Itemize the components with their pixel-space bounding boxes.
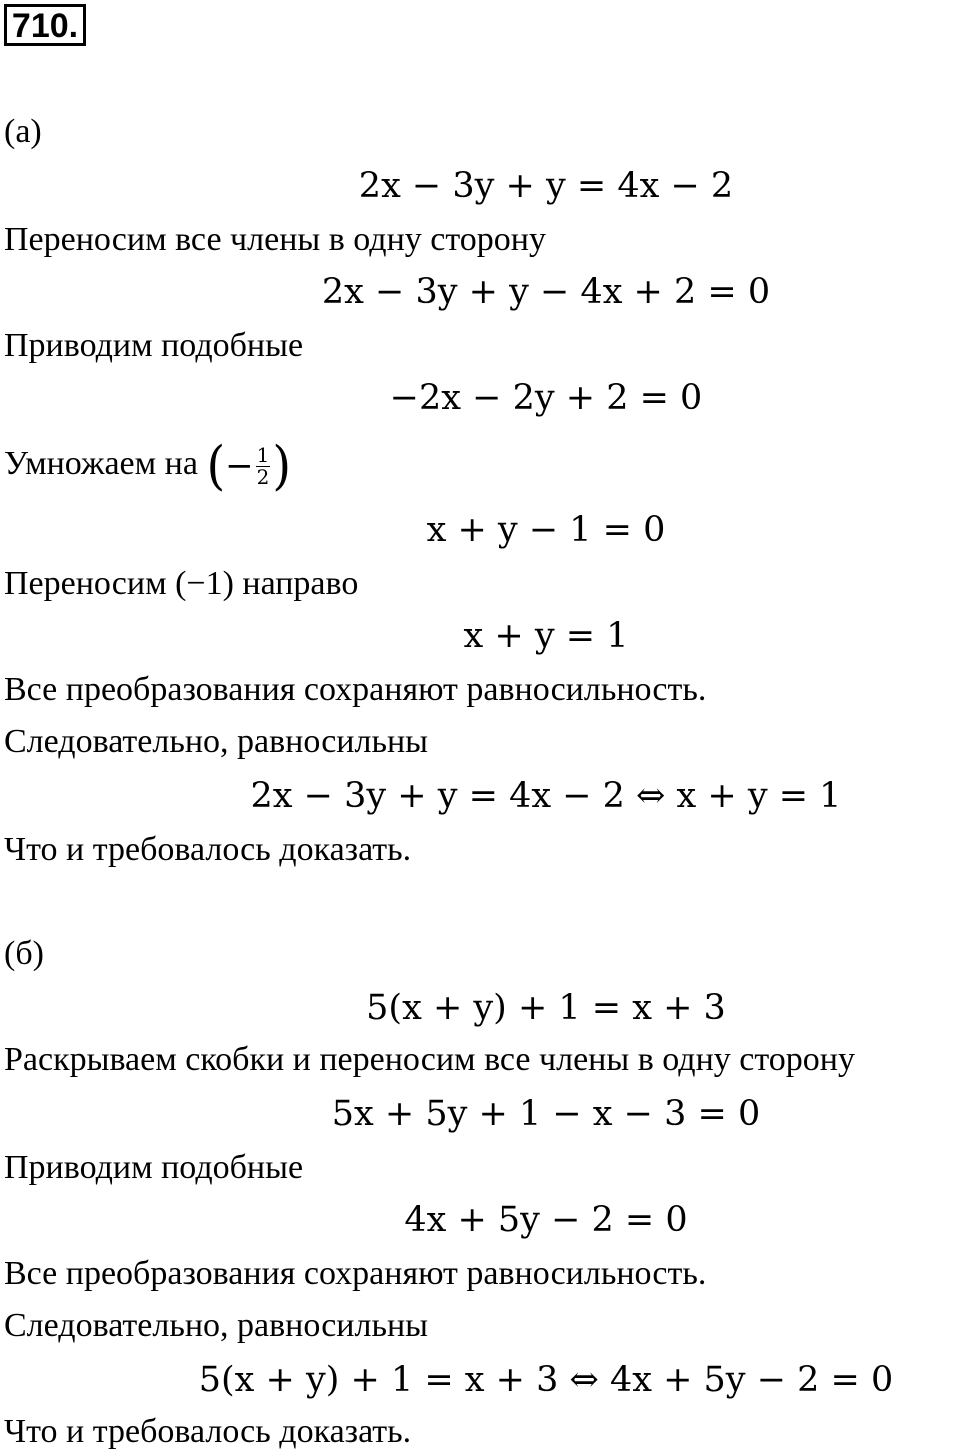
part-b-equation-1: 5(x + y) + 1 = x + 3 <box>366 988 726 1028</box>
part-a-step-4: Переносим (−1) направо <box>4 565 359 602</box>
part-a-note-1: Все преобразования сохраняют равносильность. <box>4 671 707 708</box>
factor-sign: − <box>225 446 254 487</box>
part-b-equation-2: 5x + 5y + 1 − x − 3 = 0 <box>331 1094 761 1134</box>
part-a-equation-1: 2x − 3y + y = 4x − 2 <box>358 166 734 206</box>
part-b-note-2: Следовательно, равносильны <box>4 1307 429 1344</box>
part-a-equation-3: −2x − 2y + 2 = 0 <box>389 378 703 418</box>
part-a-step-3-text: Умножаем на <box>4 445 198 482</box>
right-paren: ) <box>272 435 292 498</box>
part-a-conclusion: Что и требовалось доказать. <box>4 831 412 868</box>
part-b-note-1: Все преобразования сохраняют равносильность. <box>4 1255 707 1292</box>
problem-number: 710. <box>4 4 86 46</box>
part-a-equation-2: 2x − 3y + y − 4x + 2 = 0 <box>321 272 771 312</box>
part-a-step-2: Приводим подобные <box>4 327 304 364</box>
part-a-step-3 <box>4 435 292 498</box>
part-a-step-1: Переносим все члены в одну сторону <box>4 221 546 258</box>
part-a-equation-6: 2x − 3y + y = 4x − 2 ⇔ x + y = 1 <box>250 776 842 816</box>
part-b-equation-3: 4x + 5y − 2 = 0 <box>404 1200 688 1240</box>
part-b-step-2: Приводим подобные <box>4 1149 304 1186</box>
part-b-conclusion: Что и требовалось доказать. <box>4 1413 412 1450</box>
part-b-label: (б) <box>4 935 44 972</box>
part-b-equation-4: 5(x + y) + 1 = x + 3 ⇔ 4x + 5y − 2 = 0 <box>198 1360 894 1400</box>
part-b-step-1: Раскрываем скобки и переносим все члены в одну сторону <box>4 1041 855 1078</box>
fraction-denominator: 2 <box>256 464 270 489</box>
part-a-label: (а) <box>4 113 42 150</box>
part-a-note-2: Следовательно, равносильны <box>4 723 429 760</box>
part-a-equation-5: x + y = 1 <box>463 616 629 656</box>
left-paren: ( <box>206 435 226 498</box>
fraction-numerator: 1 <box>256 442 270 467</box>
fraction <box>256 442 271 489</box>
part-a-equation-4: x + y − 1 = 0 <box>426 510 666 550</box>
